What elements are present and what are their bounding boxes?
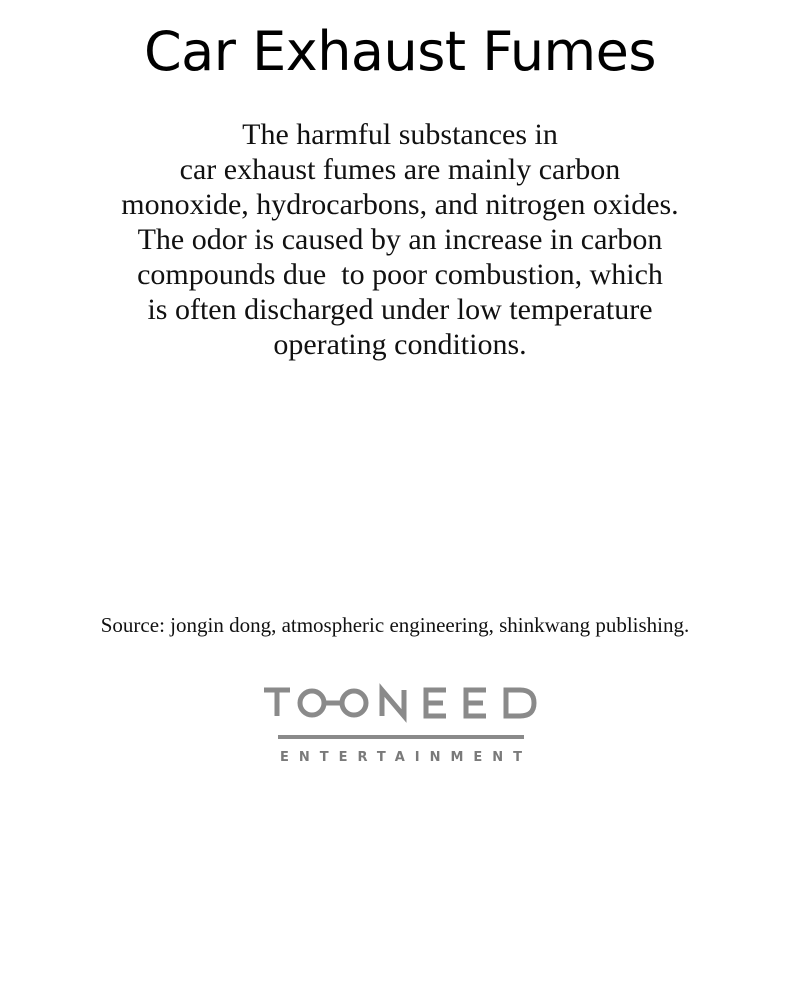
paragraph-line: car exhaust fumes are mainly carbon [179,153,621,186]
paragraph-line: monoxide, hydrocarbons, and nitrogen oxides. [121,188,679,221]
description-paragraph [40,117,760,362]
tooneed-entertainment-logo [250,680,550,770]
source-citation: Source: jongin dong, atmospheric engineering, shinkwang publishing. [100,613,690,637]
page-title: Car Exhaust Fumes [143,20,657,83]
paragraph-line: The odor is caused by an increase in carbon [137,223,663,256]
paragraph-line: compounds due to poor combustion, which [137,258,663,291]
paragraph-line: operating conditions. [273,328,527,361]
paragraph-line: The harmful substances in [242,118,558,151]
svg-text:ENTERTAINMENT: ENTERTAINMENT [280,750,522,765]
paragraph-line: is often discharged under low temperature [147,293,653,326]
